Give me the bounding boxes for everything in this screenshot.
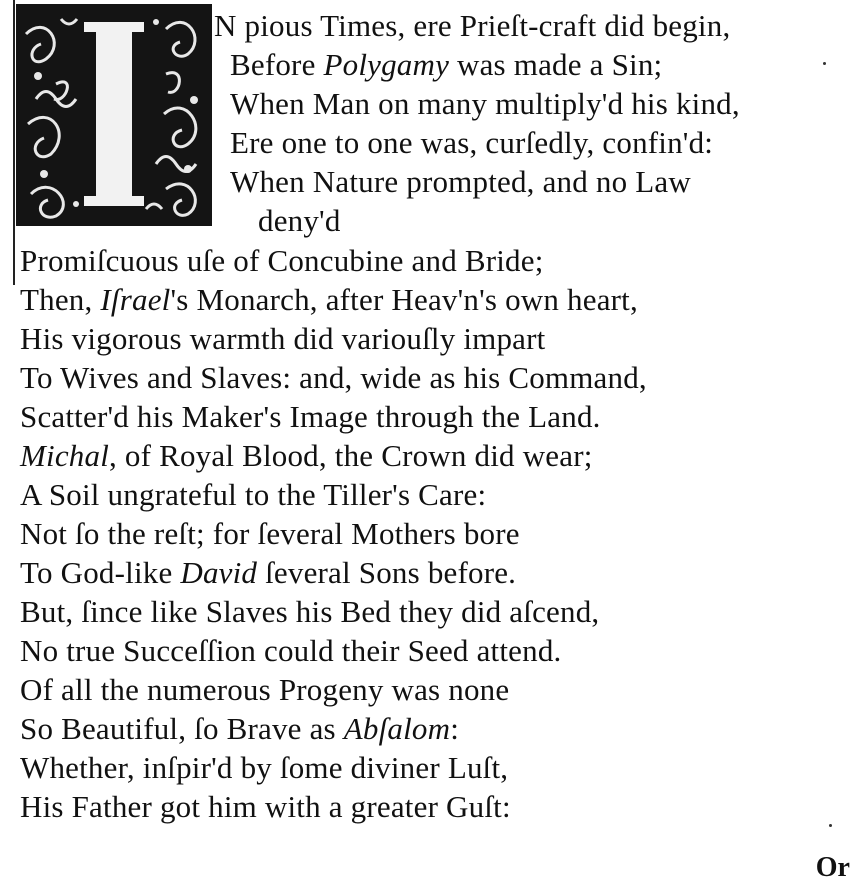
verse-line: His Father got him with a greater Guſt: bbox=[20, 789, 511, 824]
catchword: Or bbox=[815, 852, 850, 883]
decorated-initial-i bbox=[16, 4, 212, 226]
verse-line: Not ſo the reſt; for ſeveral Mothers bore bbox=[20, 516, 520, 551]
verse-line: Scatter'd his Maker's Image through the Land. bbox=[20, 399, 601, 434]
verse-line: To Wives and Slaves: and, wide as his Command, bbox=[20, 360, 647, 395]
verse-line: Then, Iſrael's Monarch, after Heav'n's own heart, bbox=[20, 282, 638, 317]
verse-line: Of all the numerous Progeny was none bbox=[20, 672, 510, 707]
ink-speck bbox=[823, 62, 826, 65]
verse-line: To God-like David ſeveral Sons before. bbox=[20, 555, 517, 590]
verse-line: Before Polygamy was made a Sin; bbox=[230, 47, 663, 82]
verse-line: But, ſince like Slaves his Bed they did aſcend, bbox=[20, 594, 600, 629]
verse-line: deny'd bbox=[258, 203, 341, 238]
verse-line: Promiſcuous uſe of Concubine and Bride; bbox=[20, 243, 544, 278]
margin-rule bbox=[13, 0, 15, 285]
verse-line: So Beautiful, ſo Brave as Abſalom: bbox=[20, 711, 460, 746]
verse-line: No true Succeſſion could their Seed attend. bbox=[20, 633, 562, 668]
verse-line: A Soil ungrateful to the Tiller's Care: bbox=[20, 477, 487, 512]
verse-line: When Nature prompted, and no Law bbox=[230, 164, 691, 199]
ink-speck bbox=[829, 824, 832, 827]
verse-line: When Man on many multiply'd his kind, bbox=[230, 86, 740, 121]
verse-line: N pious Times, ere Prieſt-craft did begin, bbox=[214, 8, 731, 43]
verse-line: Michal, of Royal Blood, the Crown did wear; bbox=[20, 438, 593, 473]
verse-line: Ere one to one was, curſedly, confin'd: bbox=[230, 125, 714, 160]
verse-line: Whether, inſpir'd by ſome diviner Luſt, bbox=[20, 750, 509, 785]
verse-line: His vigorous warmth did variouſly impart bbox=[20, 321, 546, 356]
floral-ornament-icon bbox=[16, 4, 212, 226]
